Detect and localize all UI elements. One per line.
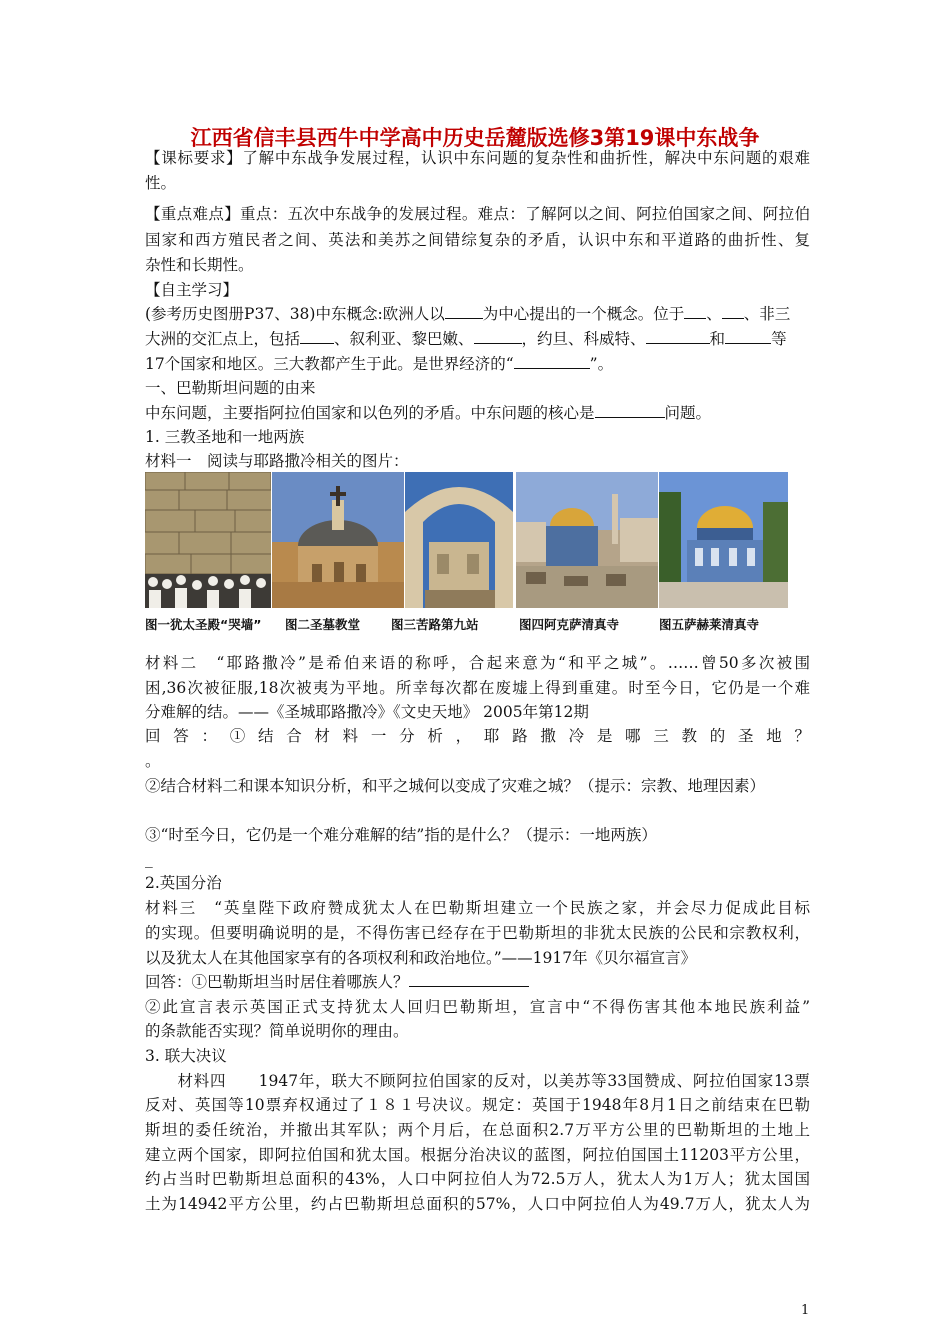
text-segment: 、叙利亚、黎巴嫩、 [334, 330, 474, 348]
text-line: 杂性和长期性。 [145, 256, 254, 274]
answer-blank[interactable] [300, 329, 334, 344]
text-line: 约占当时巴勒斯坦总面积的43%，人口中阿拉伯人为72.5万人，犹太人为1万人；犹太国国 [145, 1170, 810, 1188]
question-line: ③“时至今日，它仍是一个难分难解的结”指的是什么？（提示：一地两族） [145, 826, 657, 844]
text-line: 【课标要求】了解中东战争发展过程，认识中东问题的复杂性和曲折性，解决中东问题的艰难 [145, 149, 810, 167]
material-label: 材料一 阅读与耶路撒冷相关的图片： [145, 452, 409, 470]
text-segment: ”。 [589, 355, 614, 373]
text-segment: 问题。 [664, 404, 712, 422]
question-line: ②结合材料二和课本知识分析，和平之城何以变成了灾难之城？（提示：宗教、地理因素） [145, 777, 766, 795]
section-heading: 【自主学习】 [145, 281, 239, 299]
text-line: 材料四 1947年，联大不顾阿拉伯国家的反对，以美苏等33国赞成、阿拉伯国家13票 [145, 1072, 810, 1090]
text-segment: 、 [706, 305, 722, 323]
text-line: 材料二 “耶路撒冷”是希伯来语的称呼，合起来意为“和平之城”。……曾50多次被围 [145, 654, 810, 672]
answer-blank[interactable] [445, 304, 483, 319]
subsection-heading: 1. 三教圣地和一地两族 [145, 428, 305, 446]
church-holy-sepulchre-photo [272, 472, 404, 608]
document-title: 江西省信丰县西牛中学高中历史岳麓版选修3第19课中东战争 [190, 126, 760, 150]
question-line: ②此宣言表示英国正式支持犹太人回归巴勒斯坦，宣言中“不得伤害其他本地民族利益” [145, 998, 810, 1016]
subsection-heading: 2.英国分治 [145, 874, 222, 892]
photo-caption: 图二圣墓教堂 [285, 617, 361, 632]
answer-blank[interactable] [595, 403, 665, 418]
photo-caption: 图四阿克萨清真寺 [519, 617, 620, 632]
fill-in-line [145, 401, 810, 425]
text-segment: 等 [771, 330, 787, 348]
text-segment: (参考历史图册P37、38)中东概念:欧洲人以 [145, 305, 445, 323]
text-line: 性。 [145, 174, 177, 192]
answer-blank[interactable] [514, 354, 590, 369]
text-segment: 中东问题，主要指阿拉伯国家和以色列的矛盾。中东问题的核心是 [145, 404, 595, 422]
text-segment: 和 [709, 330, 726, 348]
answer-blank[interactable] [722, 304, 744, 319]
photo-caption: 图三苦路第九站 [391, 617, 479, 632]
text-line: 反对、英国等10票弃权通过了１８１号决议。规定：英国于1948年8月1日之前结束在巴勒 [145, 1096, 810, 1114]
al-aqsa-mosque-photo [516, 472, 658, 608]
page-number: 1 [801, 1303, 810, 1318]
dome-of-the-rock-photo [659, 472, 788, 608]
fill-in-line [145, 302, 810, 326]
answer-blank[interactable] [684, 304, 706, 319]
answer-blank[interactable] [409, 972, 529, 987]
text-line: _ [145, 850, 153, 868]
via-dolorosa-photo [405, 472, 513, 608]
text-line: 困,36次被征服,18次被夷为平地。所幸每次都在废墟上得到重建。时至今日，它仍是一个难 [145, 679, 810, 697]
text-line: 的条款能否实现？简单说明你的理由。 [145, 1022, 409, 1040]
answer-blank[interactable] [474, 329, 522, 344]
fill-in-line [145, 327, 810, 351]
photo-caption: 图一犹太圣殿“哭墙” [145, 617, 262, 632]
text-segment: 为中心提出的一个概念。位于 [482, 305, 685, 323]
text-segment: 、非三 [743, 305, 791, 323]
text-line: 斯坦的委任统治，并撤出其军队；两个月后，在总面积2.7万平方公里的巴勒斯坦的土地上 [145, 1121, 810, 1139]
text-segment: ，约旦、科威特、 [521, 330, 646, 348]
text-line: 国家和西方殖民者之间、英法和美苏之间错综复杂的矛盾，认识中东和平道路的曲折性、复 [145, 231, 810, 249]
text-line: 。 [145, 752, 161, 770]
text-line: 建立两个国家，即阿拉伯国和犹太国。根据分治决议的蓝图，阿拉伯国国土11203平方公里， [145, 1146, 810, 1164]
fill-in-line [145, 352, 810, 376]
text-line: 的实现。但要明确说明的是，不得伤害已经存在于巴勒斯坦的非犹太民族的公民和宗教权利， [145, 924, 810, 942]
western-wall-photo [145, 472, 271, 608]
answer-blank[interactable] [725, 329, 771, 344]
text-line: 材料三 “英皇陛下政府赞成犹太人在巴勒斯坦建立一个民族之家，并会尽力促成此目标 [145, 899, 810, 917]
text-segment: 17个国家和地区。三大教都产生于此。是世界经济的“ [145, 355, 514, 373]
text-line: 土为14942平方公里，约占巴勒斯坦总面积的57%，人口中阿拉伯人为49.7万人，犹太人为 [145, 1195, 810, 1213]
text-segment: 大洲的交汇点上，包括 [145, 330, 301, 348]
text-line: 分难解的结。——《圣城耶路撒冷》《文史天地》 2005年第12期 [145, 703, 589, 721]
section-heading: 一、巴勒斯坦问题的由来 [145, 379, 316, 397]
answer-blank[interactable] [646, 329, 710, 344]
question-line [145, 970, 810, 994]
jerusalem-photo-strip [145, 472, 788, 608]
text-line: 以及犹太人在其他国家享有的各项权利和政治地位。”——1917年《贝尔福宣言》 [145, 949, 697, 967]
question-line: 回答：①结合材料一分析，耶路撒冷是哪三教的圣地？ [145, 727, 810, 745]
photo-captions [145, 615, 805, 635]
subsection-heading: 3. 联大决议 [145, 1047, 227, 1065]
text-line: 【重点难点】重点：五次中东战争的发展过程。难点：了解阿以之间、阿拉伯国家之间、阿拉伯 [145, 205, 810, 223]
text-segment: 回答：①巴勒斯坦当时居住着哪族人？ [145, 973, 409, 991]
photo-caption: 图五萨赫莱清真寺 [659, 617, 760, 632]
